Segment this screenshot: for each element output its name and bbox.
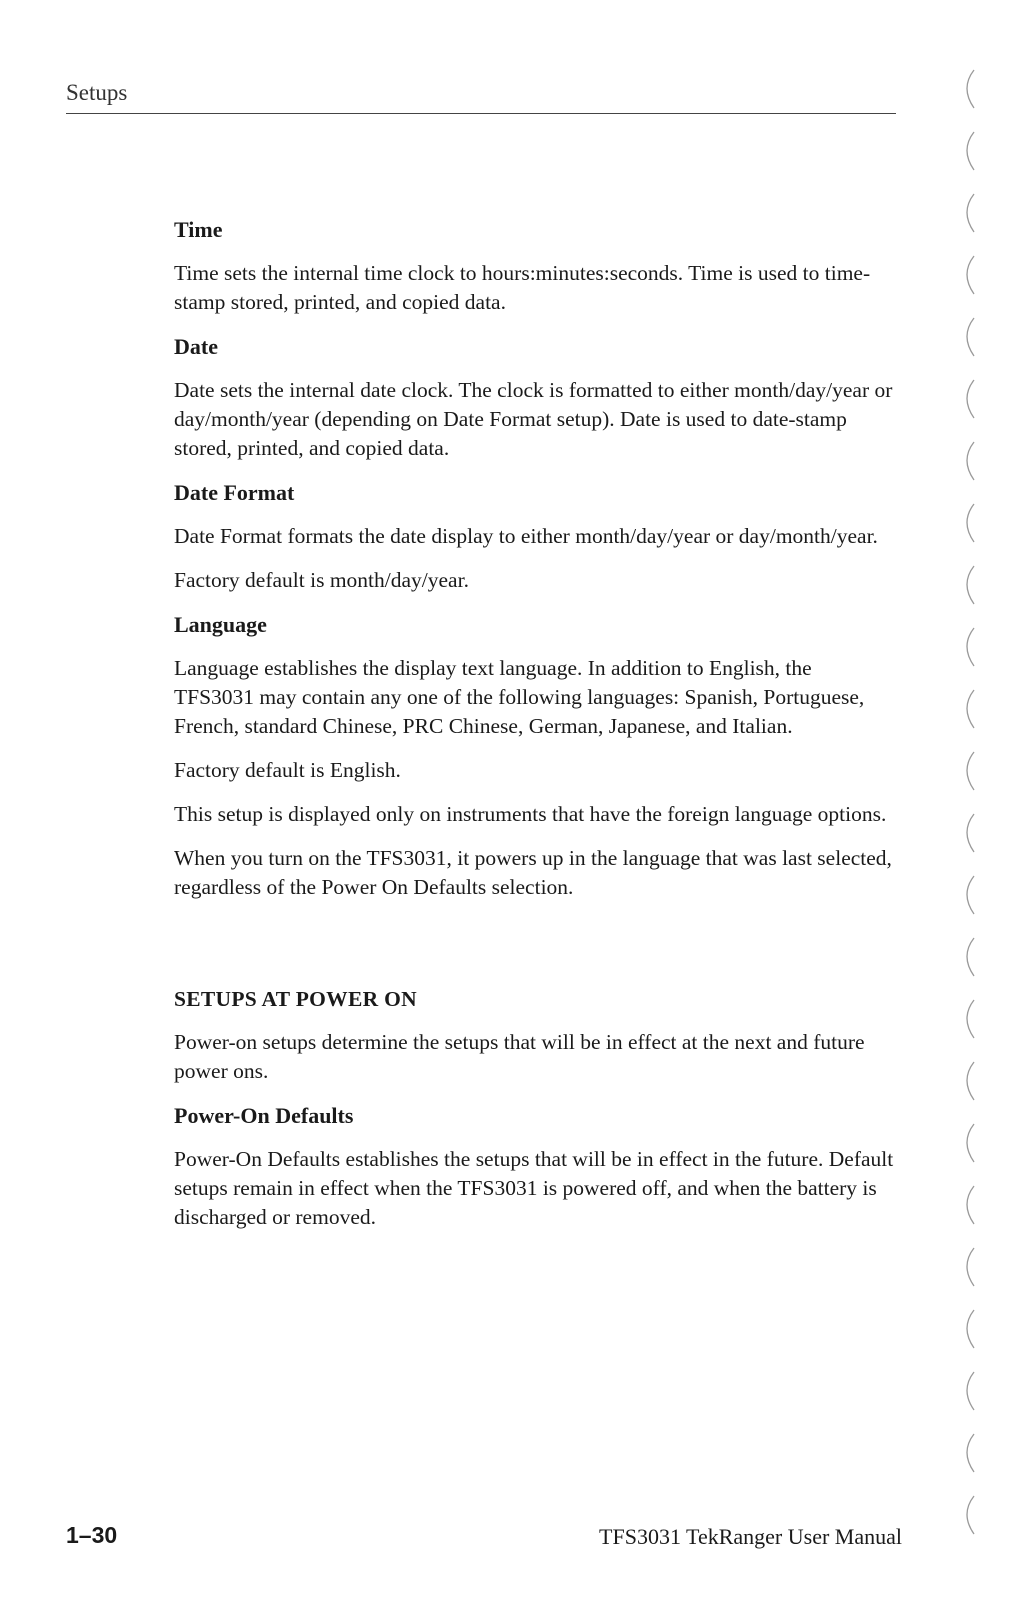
binding-arc-mark: [967, 1310, 974, 1348]
binding-arc-mark: [967, 1000, 974, 1038]
language-default: Factory default is English.: [174, 758, 401, 782]
time-paragraph: Time sets the internal time clock to hours:minutes:seconds. Time is used to time-stamp stored, printed, and copied data.: [174, 261, 871, 314]
date-heading: Date: [174, 334, 218, 359]
binding-arc-mark: [967, 132, 974, 170]
manual-title: TFS3031 TekRanger User Manual: [599, 1524, 902, 1549]
header-rule: [66, 113, 896, 114]
binding-arc-mark: [967, 1186, 974, 1224]
binding-arc-mark: [967, 1434, 974, 1472]
binding-arc-mark: [967, 876, 974, 914]
binding-arc-mark: [967, 938, 974, 976]
date-format-paragraph: Date Format formats the date display to either month/day/year or day/month/year.: [174, 524, 878, 548]
binding-arc-mark: [967, 1124, 974, 1162]
binding-arc-mark: [967, 752, 974, 790]
binding-arc-mark: [967, 256, 974, 294]
page-content: [174, 215, 914, 1247]
binding-arc-mark: [967, 194, 974, 232]
date-format-heading: Date Format: [174, 480, 295, 505]
date-format-default: Factory default is month/day/year.: [174, 568, 469, 592]
binding-arc-mark: [967, 690, 974, 728]
language-options-note: This setup is displayed only on instruments that have the foreign language options.: [174, 802, 887, 826]
binding-arc-mark: [967, 628, 974, 666]
setups-at-power-on-heading: SETUPS AT POWER ON: [174, 987, 417, 1011]
binding-arc-mark: [967, 318, 974, 356]
power-on-defaults-paragraph: Power-On Defaults establishes the setups that will be in effect in the future. Default setups remain in effect when the TFS3031 is powered off, and when the battery is discharged or removed.: [174, 1147, 894, 1229]
binding-hole-marks: [948, 20, 998, 1580]
binding-arc-mark: [967, 814, 974, 852]
language-heading: Language: [174, 612, 267, 637]
binding-arc-mark: [967, 1248, 974, 1286]
page-number: 1–30: [66, 1522, 118, 1548]
binding-arc-mark: [967, 566, 974, 604]
binding-arc-mark: [967, 1062, 974, 1100]
binding-arc-mark: [967, 1372, 974, 1410]
binding-arc-mark: [967, 442, 974, 480]
power-on-paragraph: Power-on setups determine the setups that will be in effect at the next and future power ons.: [174, 1030, 865, 1083]
binding-arc-mark: [967, 504, 974, 542]
date-paragraph: Date sets the internal date clock. The clock is formatted to either month/day/year or day/month/year (depending on Date Format setup). Date is used to date-stamp stored, printed, and copied data.: [174, 378, 893, 460]
language-power-note: When you turn on the TFS3031, it powers up in the language that was last selected, regardless of the Power On Defaults selection.: [174, 846, 892, 899]
binding-arc-mark: [967, 380, 974, 418]
binding-arc-mark: [967, 1496, 974, 1534]
language-paragraph: Language establishes the display text language. In addition to English, the TFS3031 may contain any one of the following languages: Spanish, Portuguese, French, standard Chinese, PRC Chinese, German, Japanese, and Italian.: [174, 656, 865, 738]
power-on-defaults-heading: Power-On Defaults: [174, 1103, 354, 1128]
binding-arc-mark: [967, 70, 974, 108]
time-heading: Time: [174, 217, 223, 242]
running-head: Setups: [66, 80, 128, 105]
